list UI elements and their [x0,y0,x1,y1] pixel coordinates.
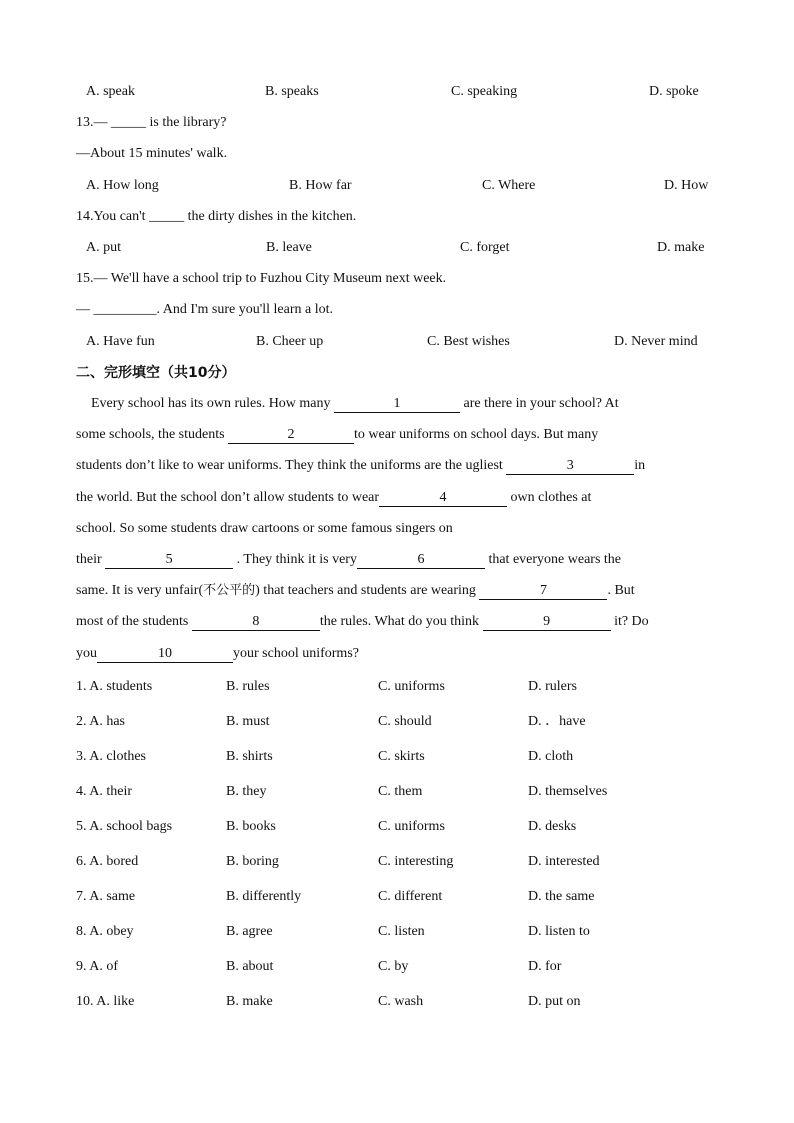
cloze-blank-10: 10 [97,646,233,663]
cloze-option-3-c: C. skirts [378,749,425,764]
cloze-option-6-a: 6. A. bored [76,854,139,869]
cloze-option-1-a: 1. A. students [76,679,153,694]
cloze-blank-1: 1 [334,396,460,413]
cloze-option-6-c: C. interesting [378,854,454,869]
q14-option-c: C. forget [460,240,510,255]
passage-line-8: most of the students 8 the rules. What do you think 9 it? Do [76,614,649,629]
cloze-option-5-b: B. books [226,819,276,834]
passage-line-9: you 10 your school uniforms? [76,646,359,661]
cloze-option-7-b: B. differently [226,889,302,904]
q14-stem: 14.You can't _____ the dirty dishes in the kitchen. [76,209,357,224]
cloze-option-5-a: 5. A. school bags [76,819,173,834]
cloze-blank-9: 9 [483,614,611,631]
cloze-option-8-c: C. listen [378,924,425,939]
cloze-option-10-b: B. make [226,994,273,1009]
cloze-option-3-a: 3. A. clothes [76,749,146,764]
cloze-option-9-c: C. by [378,959,409,974]
cloze-option-2-c: C. should [378,714,432,729]
cloze-option-9-d: D. for [528,959,562,974]
cloze-option-6-b: B. boring [226,854,279,869]
cloze-blank-3: 3 [506,458,634,475]
cloze-option-2-d: D. ．have [528,714,586,729]
passage-line-2: some schools, the students 2 to wear uniforms on school days. But many [76,427,599,442]
q12-option-d: D. spoke [649,84,699,99]
cloze-blank-7: 7 [479,583,607,600]
q13-option-c: C. Where [482,178,536,193]
q13-option-d: D. How [664,178,709,193]
q14-blank: _____ [149,209,185,224]
cloze-option-8-d: D. listen to [528,924,590,939]
cloze-option-2-b: B. must [226,714,270,729]
passage-line-5: school. So some students draw cartoons or some famous singers on [76,521,453,536]
q12-option-c: C. speaking [451,84,518,99]
cloze-option-4-c: C. them [378,784,423,799]
q14-option-d: D. make [657,240,705,255]
cloze-blank-6: 6 [357,552,485,569]
cloze-option-5-d: D. desks [528,819,577,834]
cloze-option-7-d: D. the same [528,889,595,904]
q15-option-a: A. Have fun [86,334,155,349]
cloze-blank-4: 4 [379,490,507,507]
q14-option-b: B. leave [266,240,312,255]
cloze-option-10-a: 10. A. like [76,994,135,1009]
q15-option-c: C. Best wishes [427,334,510,349]
cloze-option-7-a: 7. A. same [76,889,136,904]
passage-line-7: same. It is very unfair(不公平的) that teachers and students are wearing 7 . But [76,583,635,598]
cloze-option-1-b: B. rules [226,679,270,694]
section-2-title: 二、完形填空（共10分） [76,365,236,381]
q15-blank: _________ [93,302,157,317]
q15-option-d: D. Never mind [614,334,698,349]
q15-option-b: B. Cheer up [256,334,324,349]
q15-stem: 15.— We'll have a school trip to Fuzhou City Museum next week. [76,271,447,286]
cloze-option-5-c: C. uniforms [378,819,445,834]
passage-line-4: the world. But the school don’t allow students to wear 4 own clothes at [76,490,592,505]
cloze-option-3-b: B. shirts [226,749,273,764]
cloze-option-9-a: 9. A. of [76,959,118,974]
cloze-blank-8: 8 [192,614,320,631]
cloze-option-8-a: 8. A. obey [76,924,134,939]
q13-option-b: B. How far [289,178,352,193]
cloze-option-1-d: D. rulers [528,679,577,694]
passage-line-6: their 5 . They think it is very 6 that everyone wears the [76,552,622,567]
q14-option-a: A. put [86,240,121,255]
cloze-option-4-b: B. they [226,784,267,799]
cloze-option-3-d: D. cloth [528,749,574,764]
cloze-option-8-b: B. agree [226,924,273,939]
q13-blank: _____ [111,115,146,130]
passage-line-3: students don’t like to wear uniforms. They think the uniforms are the ugliest 3 in [76,458,646,473]
cloze-option-10-d: D. put on [528,994,581,1009]
cloze-option-9-b: B. about [226,959,274,974]
q13-stem: 13.— _____ is the library? [76,115,227,130]
cloze-option-4-a: 4. A. their [76,784,132,799]
cloze-option-10-c: C. wash [378,994,424,1009]
cloze-option-2-a: 2. A. has [76,714,125,729]
q12-option-a: A. speak [86,84,135,99]
cloze-option-4-d: D. themselves [528,784,608,799]
q13-option-a: A. How long [86,178,159,193]
cloze-option-6-d: D. interested [528,854,600,869]
q13-reply: —About 15 minutes' walk. [76,146,228,161]
cloze-blank-2: 2 [228,427,354,444]
cloze-blank-5: 5 [105,552,233,569]
q12-option-b: B. speaks [265,84,319,99]
cloze-option-1-c: C. uniforms [378,679,445,694]
passage-line-1: Every school has its own rules. How many 1 are there in your school? At [91,396,619,411]
q15-reply: — _________. And I'm sure you'll learn a lot. [76,302,334,317]
cloze-option-7-c: C. different [378,889,443,904]
